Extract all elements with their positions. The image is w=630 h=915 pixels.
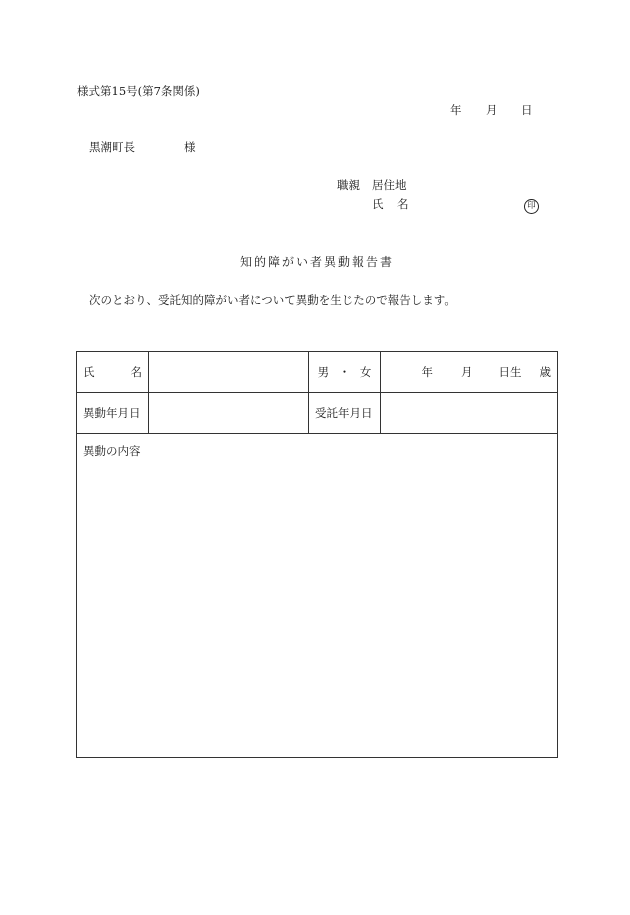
reporter-name-label-1: 氏 [372, 197, 384, 211]
document-title: 知的障がい者異動報告書 [240, 255, 395, 269]
form-number: 様式第15号(第7条関係) [77, 84, 200, 98]
change-date-label: 異動年月日 [77, 393, 149, 434]
entrust-date-label: 受託年月日 [309, 393, 381, 434]
addressee-honorific: 様 [184, 140, 196, 154]
date-day-label: 日 [521, 103, 533, 117]
name-label-1: 氏 [83, 365, 95, 379]
reporter-name-label-2: 名 [397, 197, 409, 211]
change-date-input-cell[interactable] [149, 393, 309, 434]
change-content-label: 異動の内容 [83, 444, 141, 458]
date-year-label: 年 [450, 103, 462, 117]
occupation-label: 職親 [337, 178, 360, 192]
report-form-table [76, 351, 558, 758]
address-label: 居住地 [372, 178, 407, 192]
birthdate-cell[interactable] [381, 352, 558, 393]
name-row [77, 352, 558, 393]
sex-female[interactable]: 女 [359, 365, 372, 379]
birth-month-label: 月 [461, 365, 473, 379]
seal-mark: 印 [524, 199, 539, 214]
intro-text: 次のとおり、受託知的障がい者について異動を生じたので報告します。 [89, 293, 456, 307]
sex-separator: ・ [338, 365, 351, 379]
change-content-cell[interactable] [77, 434, 558, 758]
name-label-cell [77, 352, 149, 393]
birth-day-label: 日生 [498, 365, 522, 379]
dates-row [77, 393, 558, 434]
entrust-date-input-cell[interactable] [381, 393, 558, 434]
addressee-name: 黒潮町長 [89, 140, 135, 154]
date-month-label: 月 [486, 103, 498, 117]
sex-male[interactable]: 男 [317, 365, 330, 379]
sex-cell[interactable] [309, 352, 381, 393]
name-label-2: 名 [130, 365, 142, 379]
content-row [77, 434, 558, 758]
birth-year-label: 年 [421, 365, 433, 379]
age-label: 歳 [539, 365, 551, 379]
name-input-cell[interactable] [149, 352, 309, 393]
